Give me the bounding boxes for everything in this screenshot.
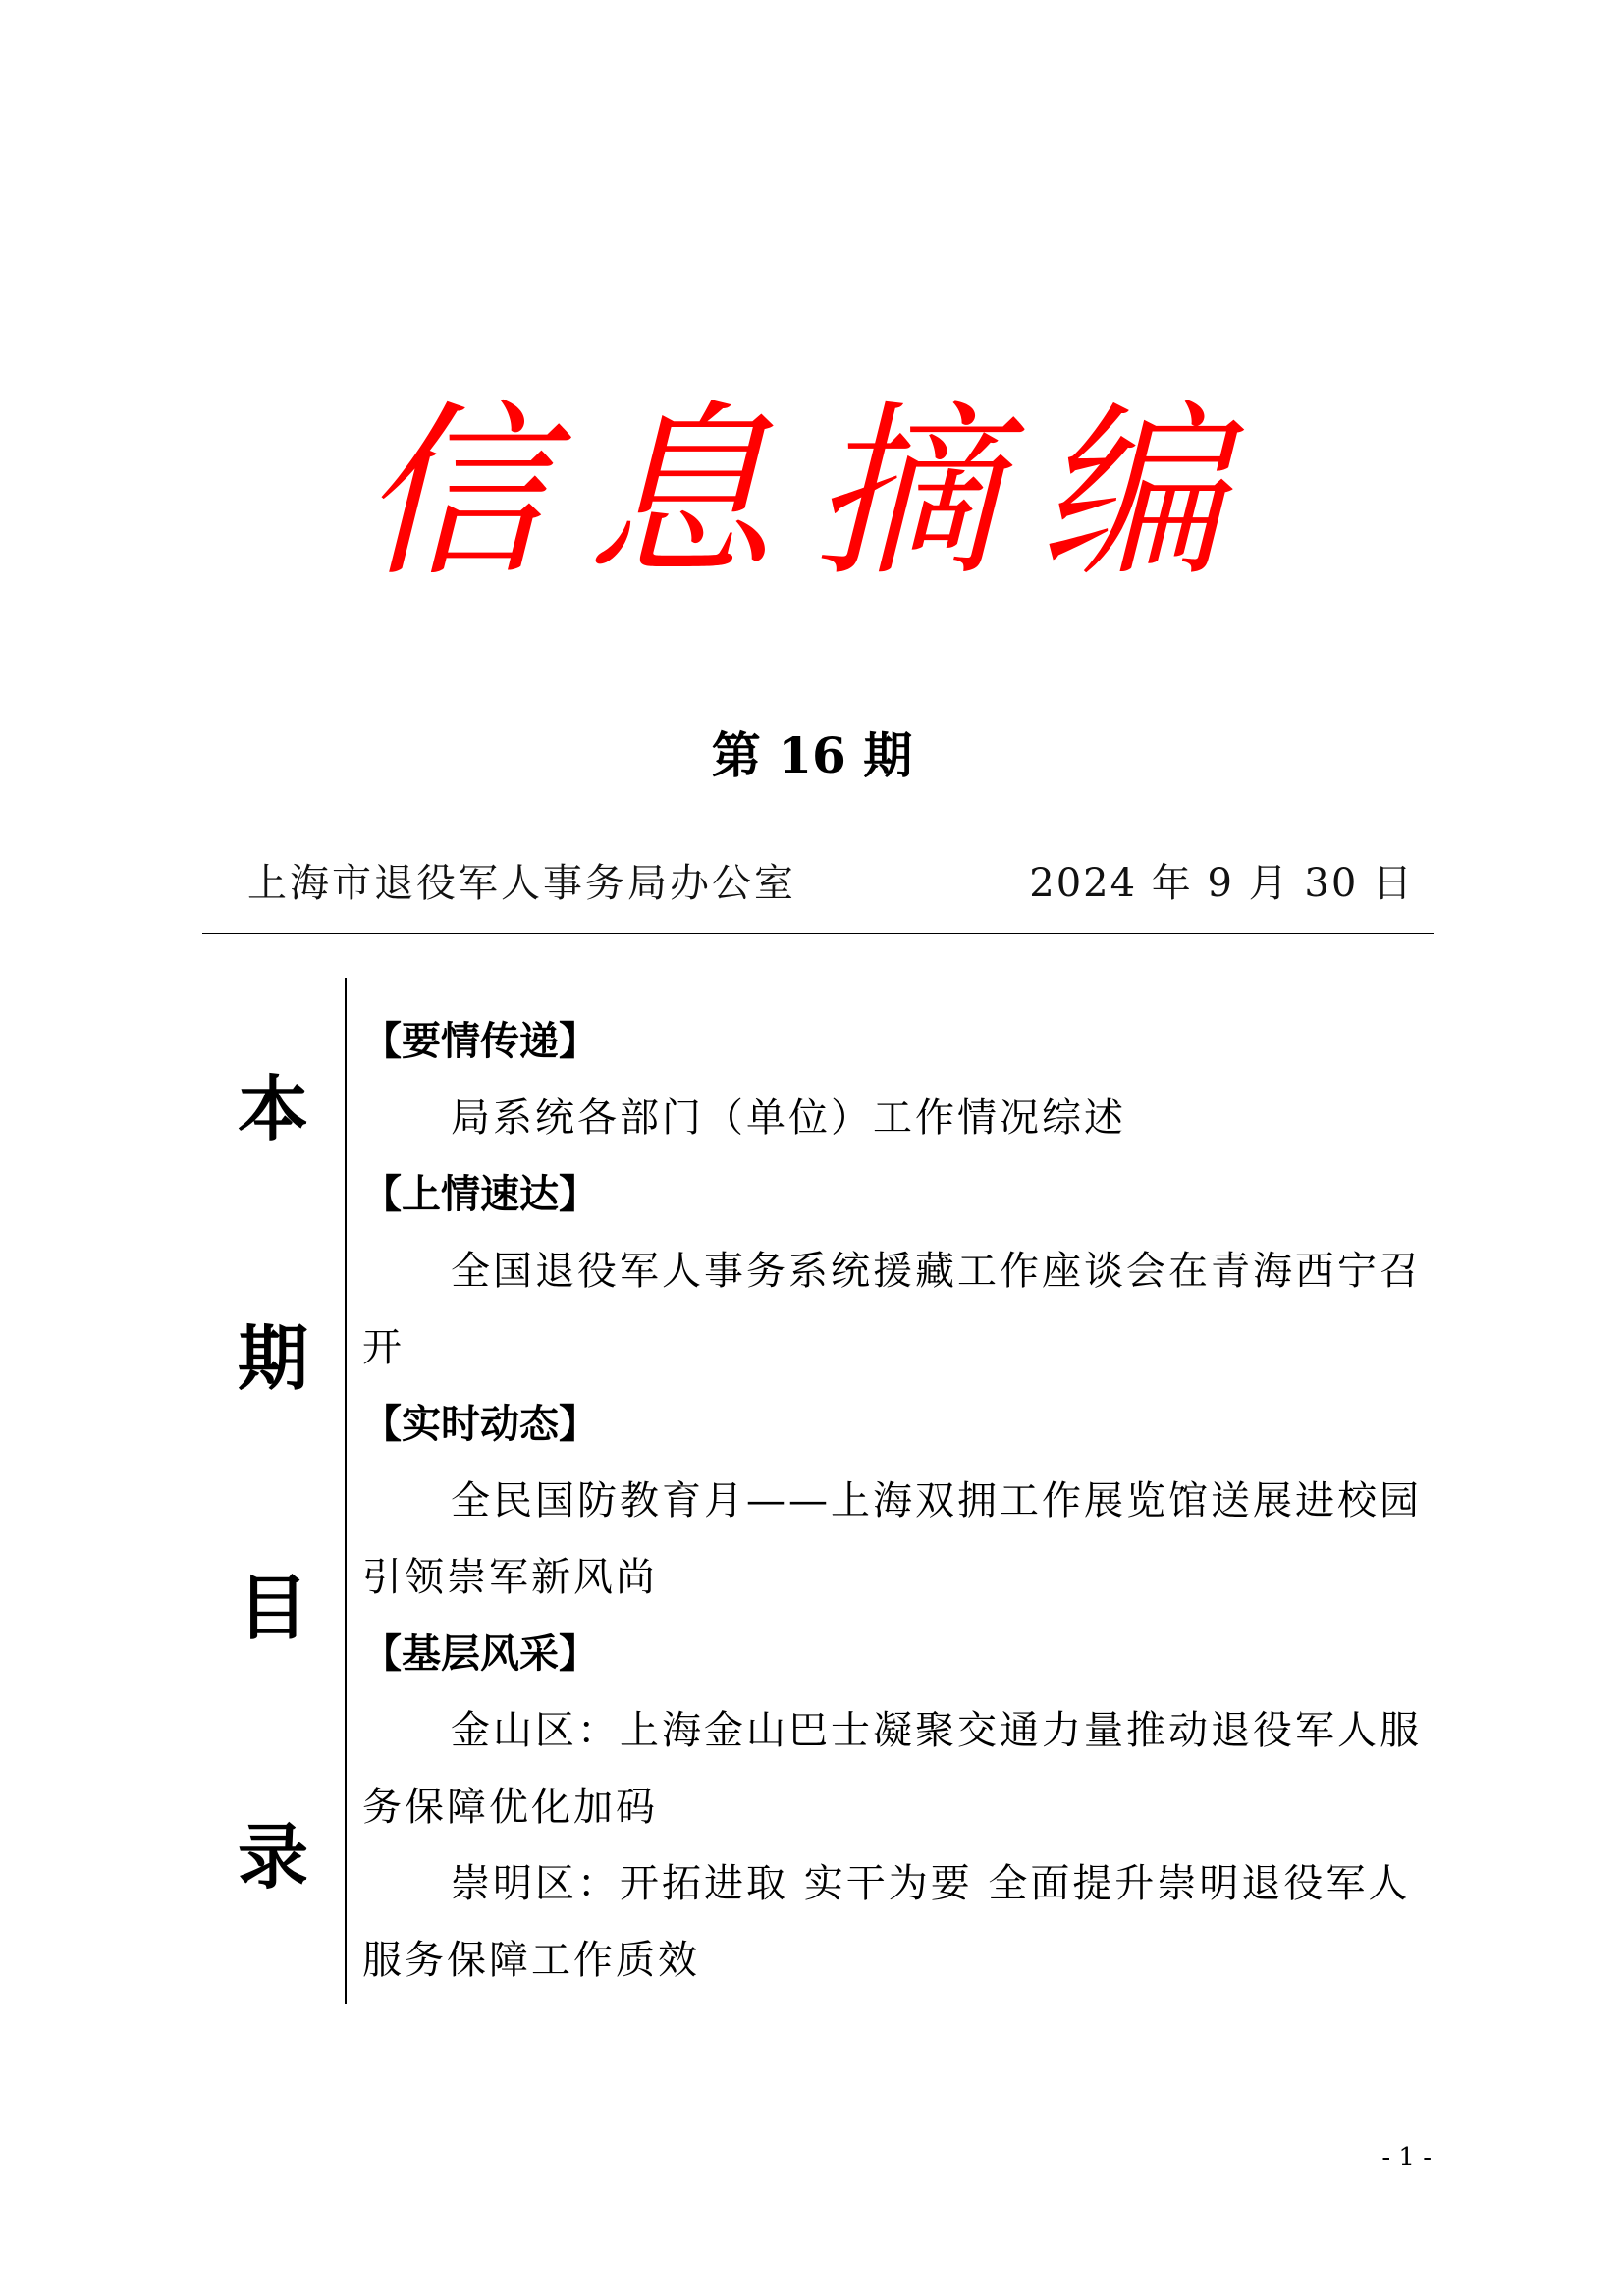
toc-side-char: 目 [237, 1566, 308, 1649]
toc-entry[interactable]: 局系统各部门（单位）工作情况综述 [451, 1095, 1126, 1141]
toc-vertical-divider [345, 978, 347, 2004]
page-number: - 1 - [1381, 2143, 1432, 2172]
issue-number: 第 16 期 [711, 726, 913, 784]
toc-category-realtime: 【实时动态】 [362, 1402, 598, 1447]
toc-side-char: 本 [237, 1067, 308, 1150]
toc-category-superior: 【上情速达】 [362, 1172, 598, 1217]
toc-entry[interactable]: 全民国防教育月——上海双拥工作展览馆送展进校园引领崇军新风尚 [362, 1478, 1422, 1600]
toc-side-char: 录 [237, 1815, 308, 1898]
toc-entry[interactable]: 金山区：上海金山巴士凝聚交通力量推动退役军人服务保障优化加码 [362, 1708, 1422, 1830]
issue-date: 2024 年 9 月 30 日 [1029, 861, 1414, 906]
toc-side-char: 期 [237, 1316, 308, 1400]
toc-entry[interactable]: 崇明区：开拓进取 实干为要 全面提升崇明退役军人服务保障工作质效 [362, 1861, 1411, 1983]
masthead-title: 信息摘编 [359, 385, 1264, 602]
table-of-contents [362, 1003, 1423, 1999]
toc-category-grassroots: 【基层风采】 [362, 1631, 598, 1677]
toc-category-important: 【要情传递】 [362, 1019, 598, 1064]
header-divider [202, 933, 1434, 934]
toc-entry[interactable]: 全国退役军人事务系统援藏工作座谈会在青海西宁召开 [362, 1249, 1422, 1370]
publisher-name: 上海市退役军人事务局办公室 [247, 861, 796, 906]
